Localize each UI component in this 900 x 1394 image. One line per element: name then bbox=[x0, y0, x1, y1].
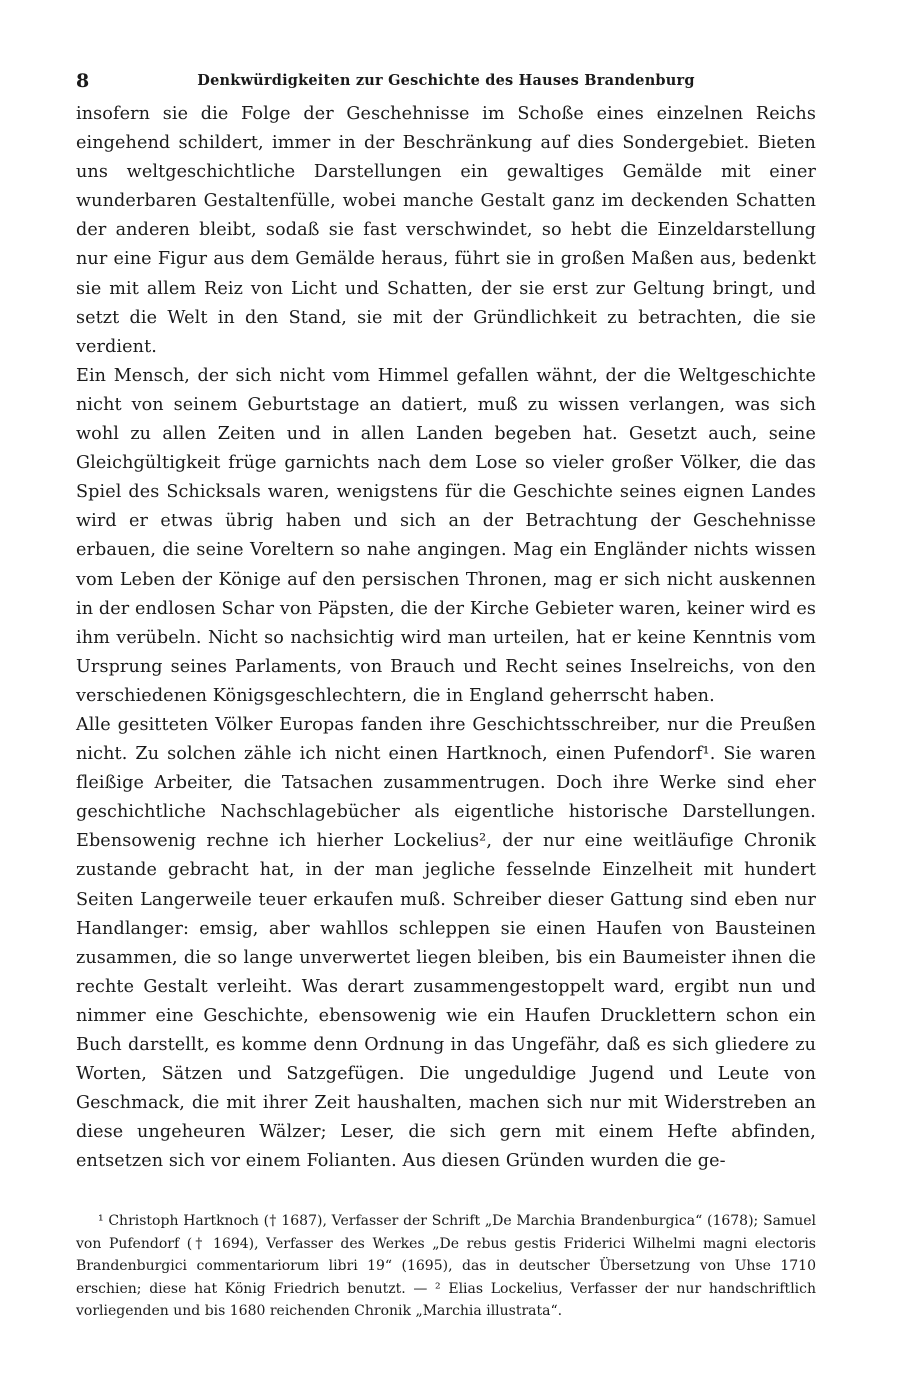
footnotes bbox=[76, 1210, 816, 1322]
book-page bbox=[76, 64, 816, 1323]
running-title: Denkwürdigkeiten zur Geschichte des Hauses Brandenburg bbox=[197, 72, 695, 89]
paragraph-2: Ein Mensch, der sich nicht vom Himmel gefallen wähnt, der die Weltgeschichte nicht von seinem Geburtstage an datiert, muß zu wissen verlangen, was sich wohl zu allen Zeiten und in allen Landen begeben hat. Gesetzt auch, seine Gleichgültigkeit früge garnichts nach dem Lose so vieler großer Völker, die das Spiel des Schicksals waren, wenigstens für die Geschichte seines eignen Landes wird er etwas übrig haben und sich an der Betrachtung der Geschehnisse erbauen, die seine Voreltern so nahe angingen. Mag ein Engländer nichts wissen vom Leben der Könige auf den persischen Thronen, mag er sich nicht auskennen in der endlosen Schar von Päpsten, die der Kirche Gebieter waren, keiner wird es ihm verübeln. Nicht so nachsichtig wird man urteilen, hat er keine Kenntnis vom Ursprung seines Parlaments, von Brauch und Recht seines Inselreichs, von den verschiedenen Königsgeschlechtern, die in England geherrscht haben. bbox=[76, 365, 816, 706]
footnote: ¹ Christoph Hartknoch († 1687), Verfasser der Schrift „De Marchia Brandenburgica“ (1678); Samuel von Pufendorf († 1694), Verfasser des Werkes „De rebus gestis Friderici Wilhelmi magni electoris Brandenburgici commentariorum libri 19“ (1695), das in deutscher Übersetzung von Uhse 1710 erschien; diese hat König Friedrich benutzt. — ² Elias Lockelius, Verfasser der nur handschriftlich vorliegenden und bis 1680 reichenden Chronik „Marchia illustrata“. bbox=[76, 1213, 816, 1320]
page-header bbox=[76, 64, 816, 100]
paragraph-1: insofern sie die Folge der Geschehnisse im Schoße eines einzelnen Reichs eingehend schildert, immer in der Beschränkung auf dies Sondergebiet. Bieten uns weltgeschichtliche Darstellungen ein gewaltiges Gemälde mit einer wunderbaren Gestaltenfülle, wobei manche Gestalt ganz im deckenden Schatten der anderen bleibt, sodaß sie fast verschwindet, so hebt die Einzeldarstellung nur eine Figur aus dem Gemälde heraus, führt sie in großen Maßen aus, bedenkt sie mit allem Reiz von Licht und Schatten, der sie erst zur Geltung bringt, und setzt die Welt in den Stand, sie mit der Gründlichkeit zu betrachten, die sie verdient. bbox=[76, 104, 816, 357]
paragraph-3: Alle gesitteten Völker Europas fanden ihre Geschichtsschreiber, nur die Preußen nicht. Zu solchen zähle ich nicht einen Hartknoch, einen Pufendorf¹. Sie waren fleißige Arbeiter, die Tatsachen zusammentrugen. Doch ihre Werke sind eher geschichtliche Nachschlagebücher als eigentliche historische Darstellungen. Ebensowenig rechne ich hierher Lockelius², der nur eine weitläufige Chronik zustande gebracht hat, in der man jegliche fesselnde Einzelheit mit hundert Seiten Langerweile teuer erkaufen muß. Schreiber dieser Gattung sind eben nur Handlanger: emsig, aber wahllos schleppen sie einen Haufen von Bausteinen zusammen, die so lange unverwertet liegen bleiben, bis ein Baumeister ihnen die rechte Gestalt verleiht. Was derart zusammengestoppelt ward, ergibt nun und nimmer eine Geschichte, ebensowenig wie ein Haufen Drucklettern schon ein Buch darstellt, es komme denn Ordnung in das Ungefähr, daß es sich gliedere zu Worten, Sätzen und Satzgefügen. Die ungeduldige Jugend und Leute von Geschmack, die mit ihrer Zeit haushalten, machen sich nur mit Widerstreben an diese ungeheuren Wälzer; Leser, die sich gern mit einem Hefte abfinden, entsetzen sich vor einem Folianten. Aus diesen Gründen wurden die ge- bbox=[76, 714, 816, 1172]
page-number: 8 bbox=[76, 70, 90, 92]
body-text bbox=[76, 100, 816, 1176]
